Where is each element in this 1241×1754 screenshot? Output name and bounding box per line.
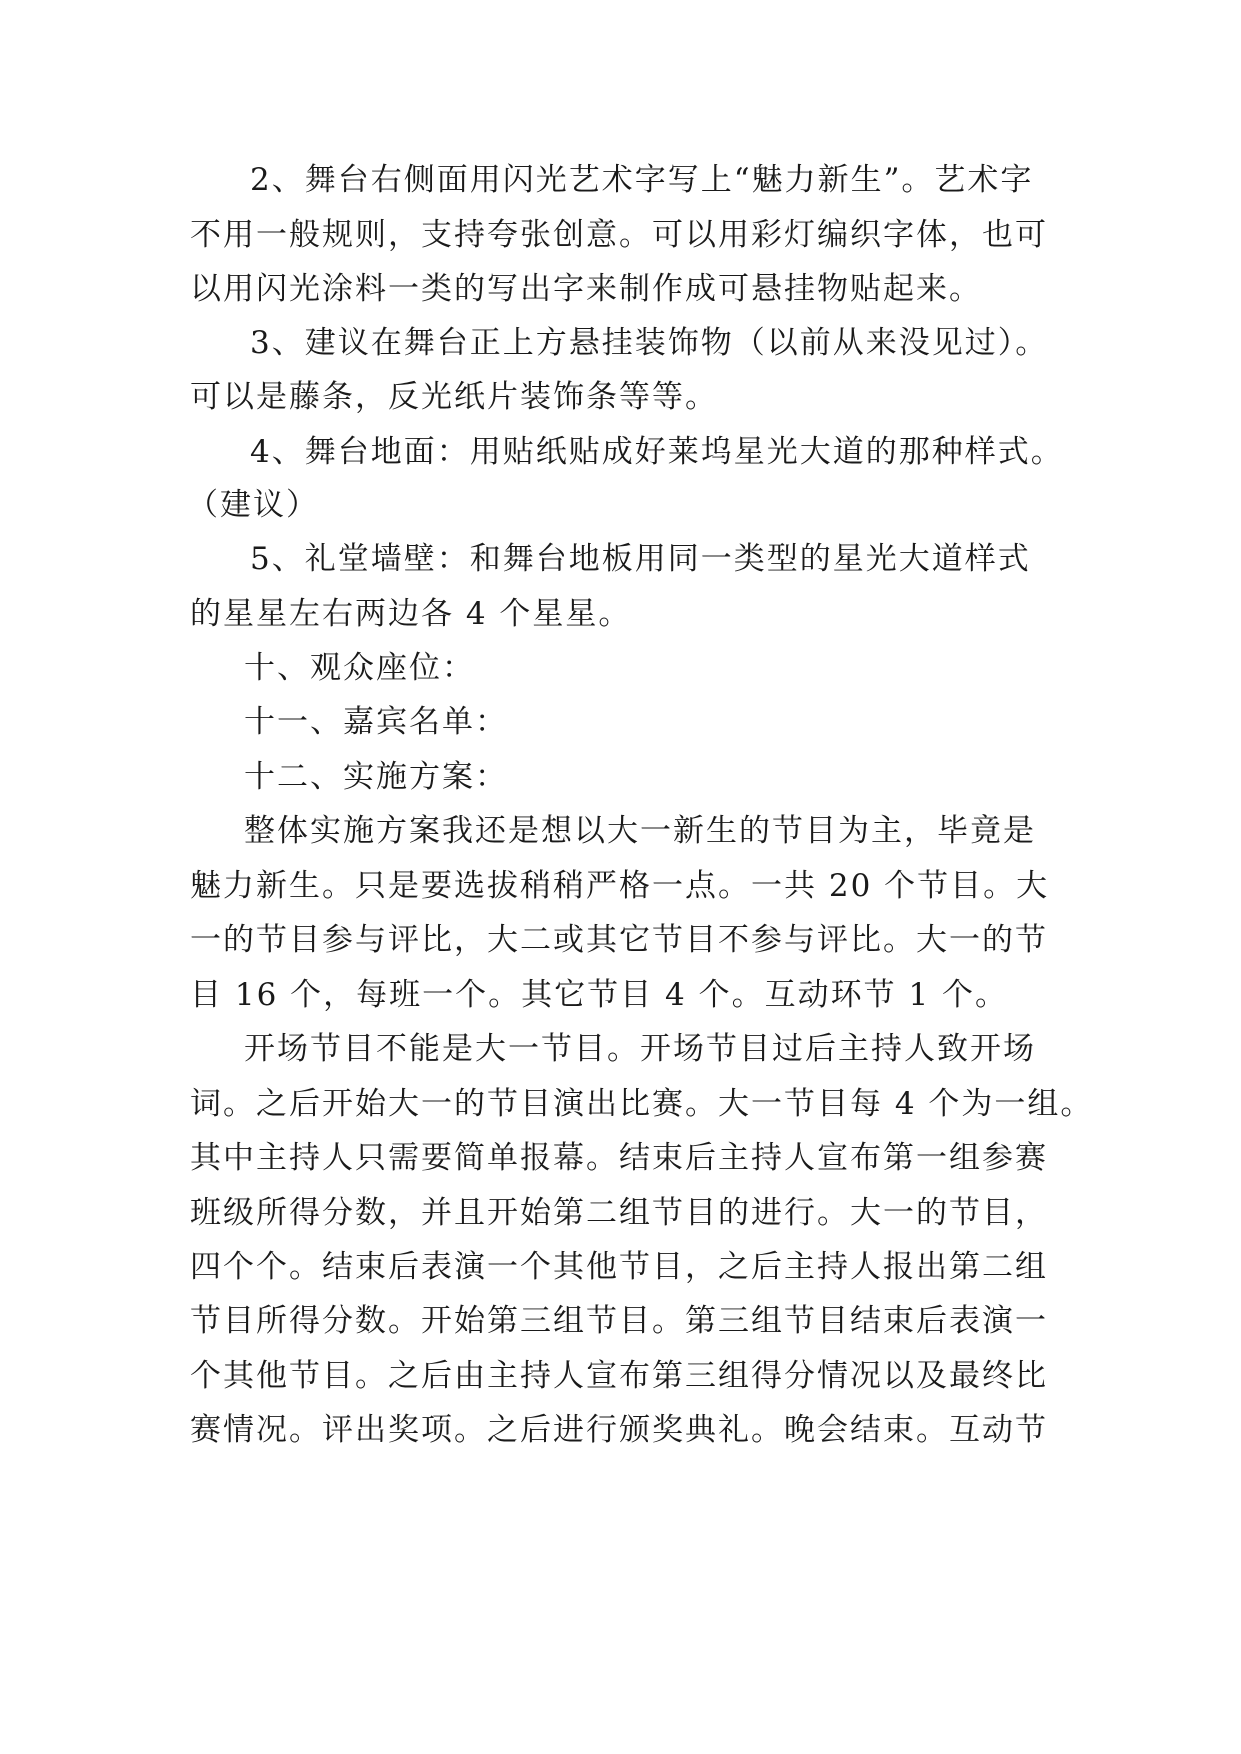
paragraph-line: 不用一般规则，支持夸张创意。可以用彩灯编织字体，也可 bbox=[190, 217, 1048, 253]
paragraph-line: （建议） bbox=[187, 487, 319, 523]
paragraph-line: 四个个。结束后表演一个其他节目，之后主持人报出第二组 bbox=[190, 1249, 1048, 1285]
paragraph-line: 一的节目参与评比，大二或其它节目不参与评比。大一的节 bbox=[190, 922, 1048, 958]
paragraph-line: 其中主持人只需要简单报幕。结束后主持人宣布第一组参赛 bbox=[190, 1140, 1048, 1176]
paragraph-line: 赛情况。评出奖项。之后进行颁奖典礼。晚会结束。互动节 bbox=[190, 1412, 1048, 1448]
paragraph-line: 班级所得分数，并且开始第二组节目的进行。大一的节目， bbox=[190, 1195, 1048, 1231]
section-heading: 十、观众座位： bbox=[244, 650, 475, 686]
paragraph-line: 整体实施方案我还是想以大一新生的节目为主，毕竟是 bbox=[244, 813, 1036, 849]
section-heading: 十二、实施方案： bbox=[244, 759, 508, 795]
paragraph-line: 2、舞台右侧面用闪光艺术字写上“魅力新生”。艺术字 bbox=[250, 162, 1034, 198]
paragraph-line: 的星星左右两边各 4 个星星。 bbox=[190, 596, 632, 632]
paragraph-line: 魅力新生。只是要选拔稍稍严格一点。一共 20 个节目。大 bbox=[190, 868, 1050, 904]
paragraph-line: 目 16 个，每班一个。其它节目 4 个。互动环节 1 个。 bbox=[190, 977, 1009, 1013]
paragraph-line: 以用闪光涂料一类的写出字来制作成可悬挂物贴起来。 bbox=[190, 271, 982, 307]
paragraph-line: 可以是藤条，反光纸片装饰条等等。 bbox=[190, 379, 718, 415]
section-heading: 十一、嘉宾名单： bbox=[244, 704, 508, 740]
paragraph-line: 4、舞台地面：用贴纸贴成好莱坞星光大道的那种样式。 bbox=[250, 434, 1064, 470]
paragraph-line: 开场节目不能是大一节目。开场节目过后主持人致开场 bbox=[244, 1031, 1036, 1067]
paragraph-line: 词。之后开始大一的节目演出比赛。大一节目每 4 个为一组。 bbox=[190, 1086, 1094, 1122]
paragraph-line: 个其他节目。之后由主持人宣布第三组得分情况以及最终比 bbox=[190, 1358, 1048, 1394]
paragraph-line: 3、建议在舞台正上方悬挂装饰物（以前从来没见过）。 bbox=[250, 325, 1049, 361]
paragraph-line: 5、礼堂墙壁：和舞台地板用同一类型的星光大道样式 bbox=[250, 541, 1031, 577]
paragraph-line: 节目所得分数。开始第三组节目。第三组节目结束后表演一 bbox=[190, 1303, 1048, 1339]
